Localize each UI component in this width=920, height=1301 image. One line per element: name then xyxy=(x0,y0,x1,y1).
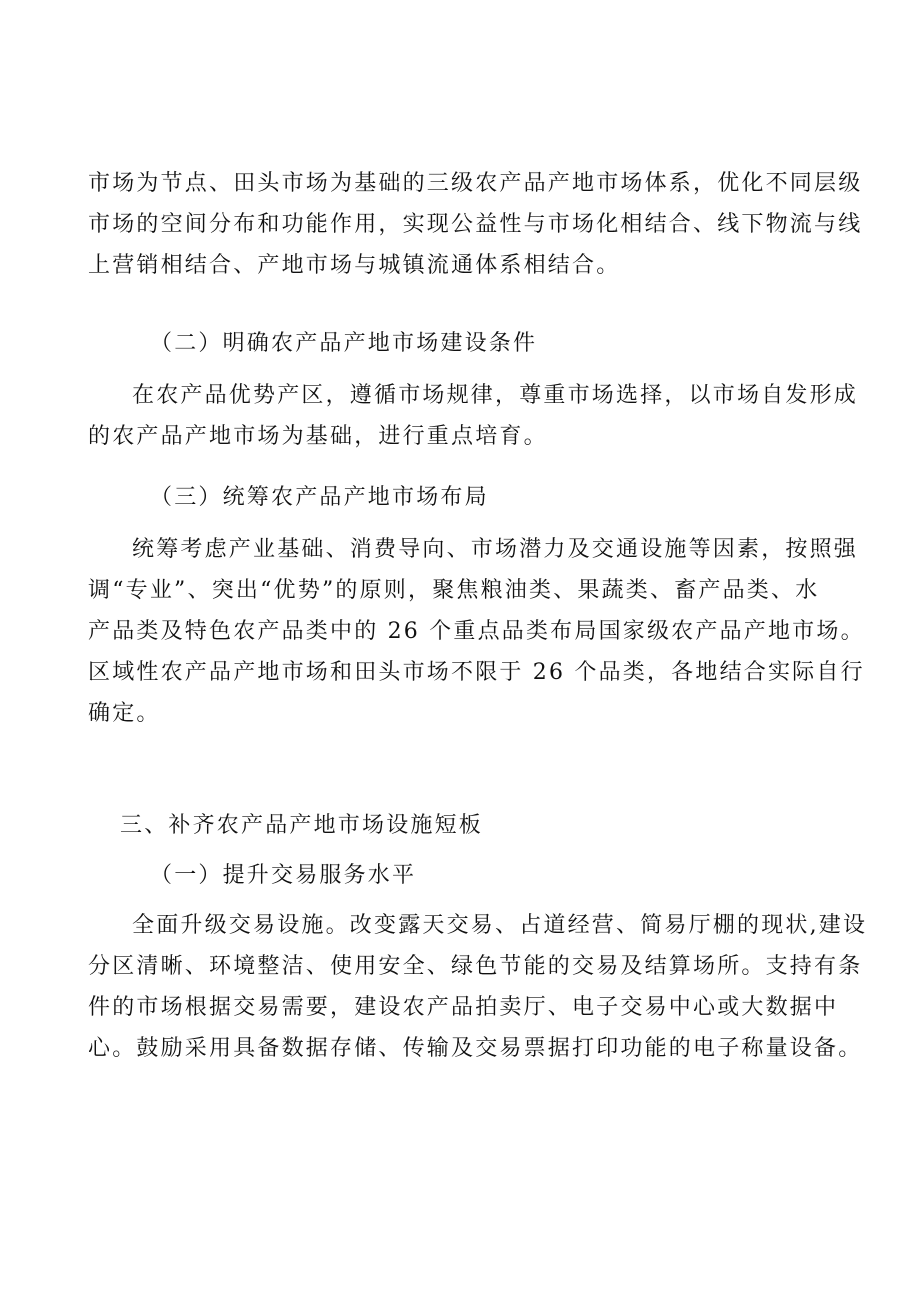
section-heading-3 xyxy=(88,805,880,846)
text-line: 在农产品优势产区，遵循市场规律，尊重市场选择，以市场自发形成 xyxy=(132,383,859,408)
text-line: 统筹考虑产业基础、消费导向、市场潜力及交通设施等因素，按照强 xyxy=(132,537,859,562)
text-line: 市场的空间分布和功能作用，实现公益性与市场化相结合、线下物流与线 xyxy=(88,212,863,237)
subheading-construction-conditions xyxy=(88,323,910,364)
paragraph-market-system-continued xyxy=(88,163,863,286)
text-line: 调“专业”、突出“优势”的原则，聚焦粮油类、果蔬类、畜产品类、水 xyxy=(88,578,820,603)
paragraph-market-layout xyxy=(88,529,865,734)
text-line: 上营销相结合、产地市场与城镇流通体系相结合。 xyxy=(88,253,621,278)
text-line: 心。鼓励采用具备数据存储、传输及交易票据打印功能的电子称量设备。 xyxy=(88,1036,863,1061)
text-line: 件的市场根据交易需要，建设农产品拍卖厅、电子交易中心或大数据中 xyxy=(88,995,839,1020)
paragraph-construction-conditions xyxy=(88,375,859,457)
subheading-text: （一）提升交易服务水平 xyxy=(150,863,417,888)
subheading-market-layout xyxy=(88,477,910,518)
text-line: 市场为节点、田头市场为基础的三级农产品产地市场体系，优化不同层级 xyxy=(88,171,863,196)
text-line: 区域性农产品产地市场和田头市场不限于 26 个品类，各地结合实际自行 xyxy=(88,660,865,685)
text-line: 的农产品产地市场为基础，进行重点培育。 xyxy=(88,424,548,449)
text-line: 产品类及特色农产品类中的 26 个重点品类布局国家级农产品产地市场。 xyxy=(88,619,865,644)
section-heading-text: 三、补齐农产品产地市场设施短板 xyxy=(120,813,484,838)
text-line: 全面升级交易设施。改变露天交易、占道经营、简易厅棚的现状,建设 xyxy=(132,913,868,938)
text-line: 分区清晰、环境整洁、使用安全、绿色节能的交易及结算场所。支持有条 xyxy=(88,954,863,979)
text-line: 确定。 xyxy=(88,701,161,726)
paragraph-trading-facilities xyxy=(88,905,868,1069)
subheading-text: （三）统筹农产品产地市场布局 xyxy=(150,485,489,510)
subheading-text: （二）明确农产品产地市场建设条件 xyxy=(150,331,538,356)
subheading-trading-service xyxy=(88,855,910,896)
